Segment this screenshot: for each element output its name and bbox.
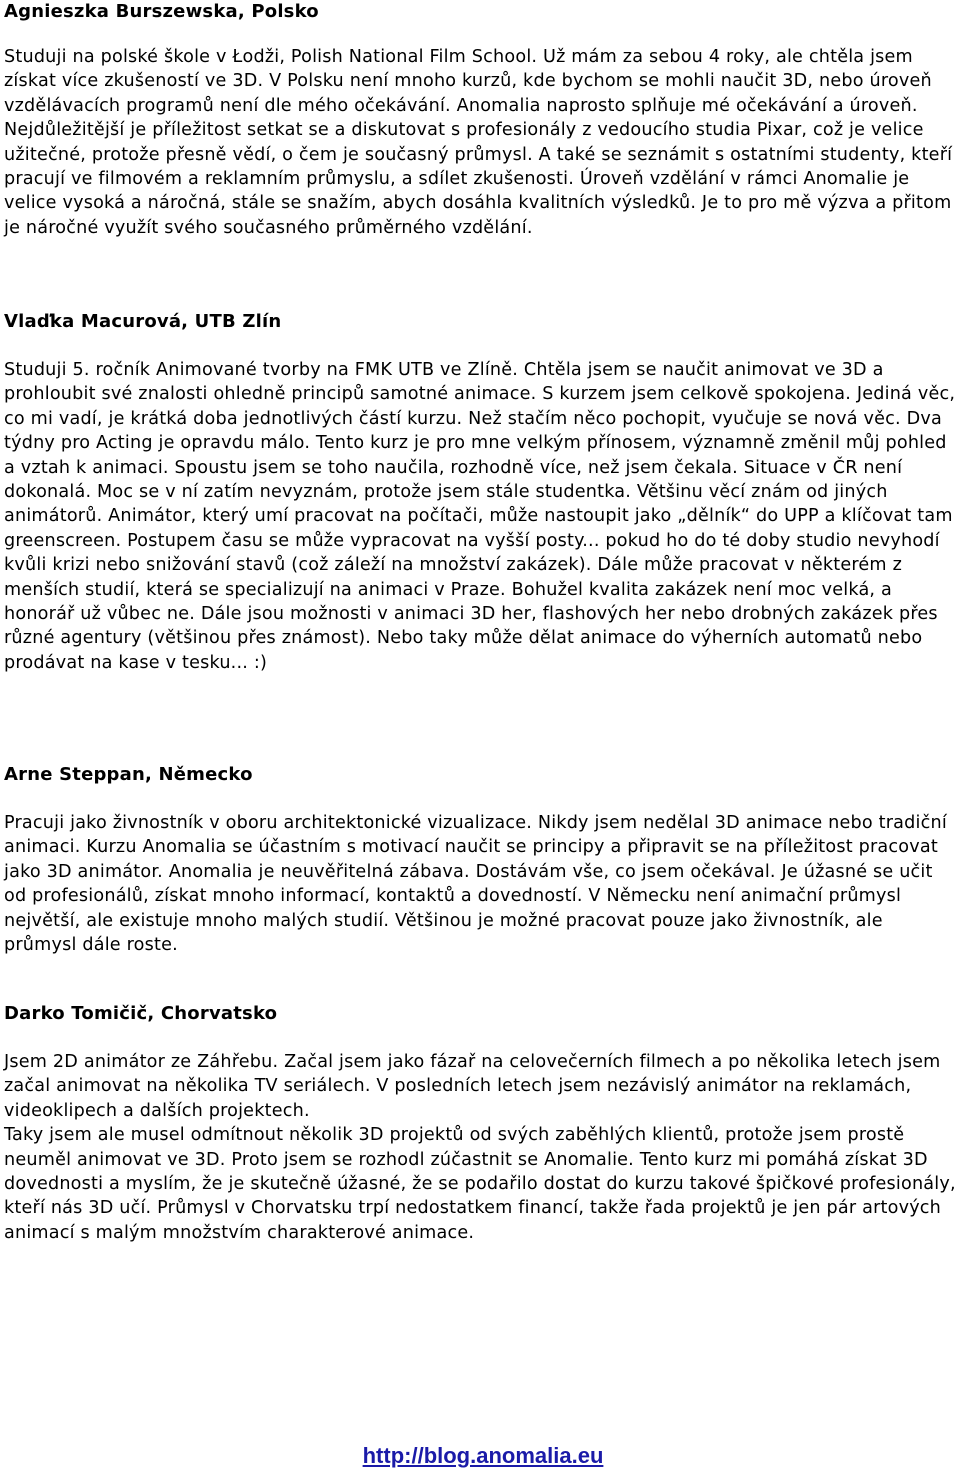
testimonial-paragraph: Studuji na polské škole v Łodži, Polish National Film School. Už mám za sebou 4 roky, ale chtěla jsem získat více zkušeností ve 3D. V Polsku není mnoho kurzů, kde bychom se mohli naučit 3D, nebo úroveň vzdělávacích programů není dle mého očekávání. Anomalia naprosto splňuje mé očekávání a úroveň. Nejdůležitější je příležitost setkat se a diskutovat s profesionály z vedoucího studia Pixar, což je velice užitečné, protože přesně vědí, o čem je současný průmysl. A také se seznámit s ostatními studenty, kteří pracují ve filmovém a reklamním průmyslu, a sdílet zkušenosti. Úroveň vzdělání v rámci Anomalie je velice vysoká a náročná, stále se snažím, abych dosáhla kvalitních výsledků. Je to pro mě výzva a přitom je náročné využít svého současného průměrného vzdělání. (4, 47, 953, 238)
testimonial-darko (4, 1002, 958, 1245)
testimonial-name: Darko Tomičič, Chorvatsko (4, 1003, 278, 1024)
footer (0, 1442, 960, 1470)
testimonial-body (4, 811, 958, 957)
testimonial-arne (4, 763, 958, 957)
testimonial-body (4, 1050, 958, 1245)
testimonial-body (4, 358, 958, 675)
testimonial-vladka (4, 310, 958, 675)
testimonial-name: Vlaďka Macurová, UTB Zlín (4, 311, 282, 332)
testimonial-body (4, 45, 958, 240)
testimonial-name: Arne Steppan, Německo (4, 764, 253, 785)
testimonial-paragraph: Pracuji jako živnostník v oboru architektonické vizualizace. Nikdy jsem nedělal 3D animace nebo tradiční animaci. Kurzu Anomalia se účastním s motivací naučit se principy a připravit se na příležitost pracovat jako 3D animátor. Anomalia je neuvěřitelná zábava. Dostávám vše, co jsem očekával. Je úžasné se učit od profesionálů, získat mnoho informací, kontaktů a dovedností. V Německu není animační průmysl největší, ale existuje mnoho malých studií. Většinou je možné pracovat pouze jako živnostník, ale průmysl dále roste. (4, 813, 947, 956)
testimonial-paragraph: Taky jsem ale musel odmítnout několik 3D projektů od svých zaběhlých klientů, protože jsem prostě neuměl animovat ve 3D. Proto jsem se rozhodl zúčastnit se Anomalie. Tento kurz mi pomáhá získat 3D dovednosti a myslím, že je skutečně úžasné, že se podařilo dostat do kurzu takové špičkové profesionály, kteří nás 3D učí. Průmysl v Chorvatsku trpí nedostatkem financí, takže řada projektů je jen pár artových animací s malým množstvím charakterové animace. (4, 1125, 956, 1243)
blog-link[interactable]: http://blog.anomalia.eu (362, 1443, 604, 1468)
testimonial-agnieszka (4, 0, 958, 240)
testimonial-name: Agnieszka Burszewska, Polsko (4, 1, 319, 22)
testimonial-paragraph: Jsem 2D animátor ze Záhřebu. Začal jsem jako fázař na celovečerních filmech a po několika letech jsem začal animovat na několika TV seriálech. V posledních letech jsem nezávislý animátor na reklamách, videoklipech a dalších projektech. (4, 1052, 941, 1121)
testimonial-paragraph: Studuji 5. ročník Animované tvorby na FMK UTB ve Zlíně. Chtěla jsem se naučit animovat ve 3D a prohloubit své znalosti ohledně principů samotné animace. S kurzem jsem celkově spokojena. Jediná věc, co mi vadí, je krátká doba jednotlivých částí kurzu. Než stačím něco pochopit, vyučuje se nová věc. Dva týdny pro Acting je opravdu málo. Tento kurz je pro mne velkým přínosem, významně změnil můj pohled a vztah k animaci. Spoustu jsem se toho naučila, rozhodně více, než jsem čekala. Situace v ČR není dokonalá. Moc se v ní zatím nevyznám, protože jsem stále studentka. Většinu věcí znám od jiných animátorů. Animátor, který umí pracovat na počítači, může nastoupit jako „dělník“ do UPP a klíčovat tam greenscreen. Postupem času se může vypracovat na vyšší posty... pokud ho do té doby studio nevyhodí kvůli krizi nebo snižování stavů (což záleží na množství zakázek). Dále může pracovat v některém z menších studií, která se specializují na animaci v Praze. Bohužel kvalita zakázek není moc velká, a honorář už vůbec ne. Dále jsou možnosti v animaci 3D her, flashových her nebo drobných zakázek přes různé agentury (většinou přes známost). Nebo taky může dělat animace do výherních automatů nebo prodávat na kase v tesku... :) (4, 360, 956, 673)
